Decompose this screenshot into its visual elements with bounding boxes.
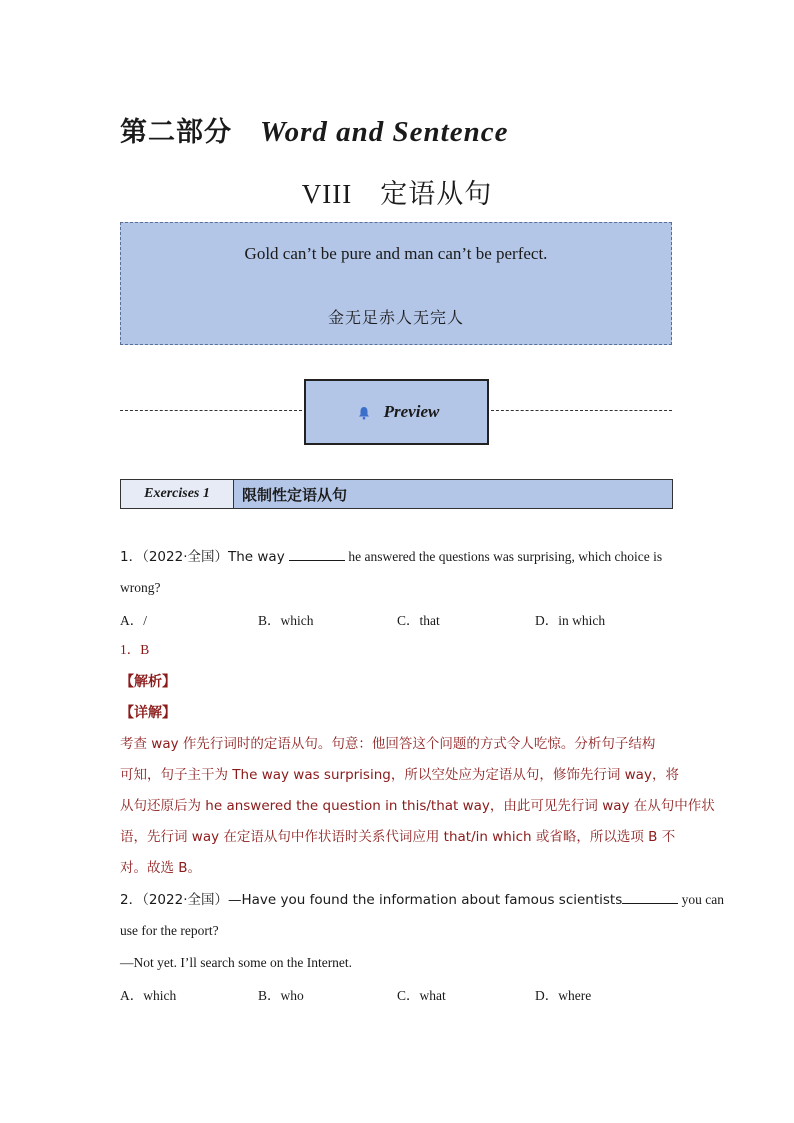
explanation-line-3: 从句还原后为 he answered the question in this/that way，由此可见先行词 way 在从句中作状 xyxy=(120,798,715,814)
analysis-tag: 【解析】 xyxy=(120,674,176,690)
q1-stem xyxy=(120,547,662,567)
part-title xyxy=(120,110,508,149)
q2-blank xyxy=(622,890,678,904)
q1-blank xyxy=(289,547,345,561)
q2-option-c: C．what xyxy=(397,988,446,1003)
q1-stem-prefix: 1．（2022·全国）The way xyxy=(120,549,289,565)
bell-icon xyxy=(358,405,370,419)
q2-option-a: A．which xyxy=(120,988,177,1003)
q2-option-b: B．who xyxy=(258,988,304,1003)
part-title-zh: 第二部分 xyxy=(120,117,232,148)
quote-box xyxy=(120,222,672,345)
q2-stem xyxy=(120,890,724,910)
q1-stem-suffix: he answered the questions was surprising, which choice is xyxy=(344,549,663,564)
divider-right xyxy=(491,410,672,411)
divider-left xyxy=(120,410,302,411)
explanation-line-2: 可知，句子主干为 The way was surprising，所以空处应为定语从句，修饰先行词 way，将 xyxy=(120,767,679,783)
explanation-line-5: 对。故选 B。 xyxy=(120,860,202,876)
exercise-header xyxy=(120,479,673,509)
q1-option-b: B．which xyxy=(258,613,314,628)
q2-option-d: D．where xyxy=(535,988,592,1003)
preview-banner xyxy=(304,379,489,445)
preview-label: Preview xyxy=(383,402,440,421)
q2-response: —Not yet. I’ll search some on the Internet. xyxy=(120,955,353,970)
q2-stem-prefix: 2．（2022·全国）—Have you found the information about famous scientists xyxy=(120,892,623,908)
quote-chinese: 金无足赤人无完人 xyxy=(327,308,464,327)
chapter-title xyxy=(0,172,794,211)
part-title-en: Word and Sentence xyxy=(260,116,509,148)
explanation-line-1: 考查 way 作先行词时的定语从句。句意：他回答这个问题的方式令人吃惊。分析句子结构 xyxy=(120,736,656,752)
q2-stem-line2: use for the report? xyxy=(120,923,219,938)
q2-stem-suffix: you can xyxy=(678,892,724,907)
q1-answer: 1．B xyxy=(120,642,150,657)
quote-english: Gold can’t be pure and man can’t be perfect. xyxy=(244,244,548,263)
exercise-number: Exercises 1 xyxy=(121,480,234,508)
q1-option-d: D．in which xyxy=(535,613,606,628)
chapter-name: 定语从句 xyxy=(380,179,493,209)
q1-option-c: C．that xyxy=(397,613,440,628)
q1-stem-line2: wrong? xyxy=(120,580,161,595)
chapter-number: VIII xyxy=(301,179,353,209)
explanation-line-4: 语，先行词 way 在定语从句中作状语时关系代词应用 that/in which 或省略，所以选项 B 不 xyxy=(120,829,676,845)
exercise-topic: 限制性定语从句 xyxy=(242,485,348,504)
detail-tag: 【详解】 xyxy=(120,705,176,721)
q1-option-a: A．/ xyxy=(120,613,147,628)
